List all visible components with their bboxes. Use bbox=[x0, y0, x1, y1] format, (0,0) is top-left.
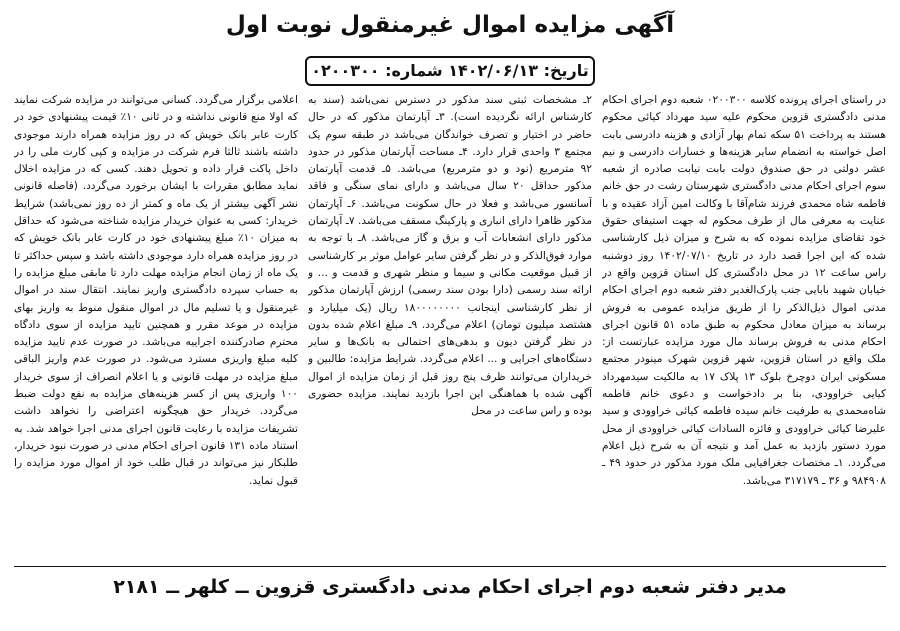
footer-divider bbox=[14, 566, 886, 567]
notice-footer: مدیر دفتر شعبه دوم اجرای احکام مدنی دادگستری قزوین ــ کلهر ــ ۲۱۸۱ bbox=[113, 576, 787, 598]
notice-title: آگهی مزایده اموال غیرمنقول نوبت اول bbox=[225, 12, 675, 38]
column-middle bbox=[308, 92, 592, 560]
date-number-box: تاریخ: ۱۴۰۲/۰۶/۱۳ شماره: ۰۲۰۰۳۰۰ bbox=[305, 56, 595, 86]
column-left bbox=[14, 92, 298, 560]
column-right bbox=[602, 92, 886, 560]
column-middle-text: ۲ـ مشخصات ثبتی سند مذکور در دسترس نمی‌باشد (سند به کارشناس ارائه نگردیده است). ۳ـ آپارتمان مذکور که در حال حاضر در اختیار و تصرف خواندگان می‌باشد در طبقه سوم یک مجتمع ۳ واحدی قرار دارد. ۴ـ مساحت آپارتمان مذکور در حدود ۹۲ مترمربع (نود و دو مترمربع) می‌باشد. ۵ـ قدمت آپارتمان مذکور حداقل ۲۰ سال می‌باشد و دارای نمای سنگی و فاقد آسانسور می‌باشد و فعلا در حال سکونت می‌باشد. ۶ـ آپارتمان مذکور ظاهرا دارای انباری و پارکینگ مسقف می‌باشد. ۷ـ آپارتمان مذکور دارای انشعابات آب و برق و گاز می‌باشد. ۸ـ با توجه به موارد فوق‌الذکر و در نظر گرفتن سایر عوامل موثر بر کارشناسی از قبیل موقعیت مکانی و سیما و منظر شهری و قدمت و ... و ارائه سند رسمی (دارا بودن سند رسمی) ارزش آپارتمان مذکور از نظر کارشناسی اینجانب ۱۸۰۰۰۰۰۰۰۰ ریال (یک میلیارد و هشتصد میلیون تومان) اعلام می‌گردد. ۹ـ مبلغ اعلام شده بدون در نظر گرفتن دیون و بدهی‌های احتمالی به بانک‌ها و سایر دستگاه‌های اجرایی و ... اعلام می‌گردد. شرایط مزایده: طالبین و خریداران می‌توانند ظرف پنج روز قبل از زمان مزایده از اموال آگهی شده با هماهنگی این اجرا بازدید نمایند. مزایده حضوری بوده و راس ساعت در محل bbox=[308, 94, 592, 418]
notice-columns bbox=[14, 92, 886, 560]
column-left-text: اعلامی برگزار می‌گردد. کسانی می‌توانند در مزایده شرکت نمایند که اولا منع قانونی نداشته و در ثانی ۱۰٪ قیمت پیشنهادی خود در کارت عابر بانک خویش که در روز مزایده همراه دارند موجودی داشته باشند ثالثا فرم شرکت در مزایده و کپی کارت ملی را در داخل پاکت قرار داده و تحویل دهند. کسی که در مزایده اخلال نماید مطابق مقررات با ایشان برخورد می‌گردد. (فاصله قانونی نشر آگهی بیشتر از یک ماه و کمتر از ده روز نمی‌باشد) شرایط خریدار: کسی به عنوان خریدار مزایده شناخته می‌شود که حداقل به میزان ۱۰٪ مبلغ پیشنهادی خود در کارت عابر بانک خویش که در روز مزایده همراه دارد موجودی داشته باشد و سپس حداکثر تا یک ماه از زمان انجام مزایده مهلت دارد تا مابقی مبلغ مزایده را به حساب سپرده دادگستری واریز نمایند. انتقال سند در اموال غیرمنقول و یا تسلیم مال در اموال منقول منوط به واریز بهای مزایده در موعد مقرر و همچنین تایید مزایده از سوی دادگاه محترم صادرکننده اجراییه می‌باشد. در صورت عدم تایید مزایده کلیه مبلغ واریزی مسترد می‌شود. در صورت عدم واریز الباقی مبلغ مزایده در مهلت قانونی و یا اعلام انصراف از سوی خریدار ۱۰۰ واریزی پس از کسر هزینه‌های مزایده به نفع دولت ضبط می‌گردد. خریدار حق هیچگونه اعتراضی را نخواهد داشت تشریفات مزایده با رعایت قانون اجرای مدنی اجرا خواهد شد. به استناد ماده ۱۳۱ قانون اجرای احکام مدنی در صورت نبود خریدار، طلبکار نیز می‌تواند در قبال طلب خود از اموال مورد مزایده را قبول نماید. bbox=[14, 94, 298, 487]
column-right-text: در راستای اجرای پرونده کلاسه ۰۲۰۰۳۰۰ شعبه دوم اجرای احکام مدنی دادگستری قزوین محکوم علیه سید مهرداد کیائی محکوم هستند به پرداخت ۵۱ سکه تمام بهار آزادی و هزینه دادرسی بابت اصل خواسته به انضمام سایر هزینه‌ها و خسارات دادرسی و نیم عشر دولتی در حق صندوق دولت بابت نیابت صادره از شعبه سوم اجرای احکام مدنی دادگستری شهرستان رشت در حق خانم فاطمه شاه محمدی فرزند شام‌آقا با وکالت امین آزاد عقیده و با عنایت به معرفی مال از طرف محکوم له جهت استیفای حقوق خود تقاضای مزایده نموده که به شرح و میزان ذیل کارشناسی شده که این اجرا قصد دارد در تاریخ ۱۴۰۲/۰۷/۱۰ روز دوشنبه راس ساعت ۱۲ در محل دادگستری کل استان قزوین واقع در خیابان شهید بابایی جنب پارک‌الغدیر دفتر شعبه دوم اجرای احکام مدنی اموال ذیل‌الذکر را از طریق مزایده عمومی به فروش برساند به میزان معادل محکوم به طبق ماده ۵۱ قانون اجرای احکام مدنی به فروش برساند مال مورد مزایده عبارتست از: ملک واقع در استان قزوین، شهر قزوین شهرک مینودر مجتمع مسکونی ایران دوچرخ بلوک ۱۳ پلاک ۱۷ به مالکیت سیدمهرداد کیایی خراوودی، بنا بر دادخواست و دعوی خانم فاطمه شاه‌محمدی به طرفیت خانم سیده فاطمه کیائی خراوودی و سید علیرضا کیائی خراوودی و فائزه السادات کیائی خراوودی از محل مورد دستور بازدید به عمل آمد و نتیجه آن به شرح ذیل اعلام می‌گردد. ۱ـ مختصات جغرافیایی ملک مورد مذکور در حدود ۴۹ ـ ۹۸۴۹۰۸ و ۳۶ ـ ۳۱۷۱۷۹ می‌باشد. bbox=[602, 94, 886, 487]
